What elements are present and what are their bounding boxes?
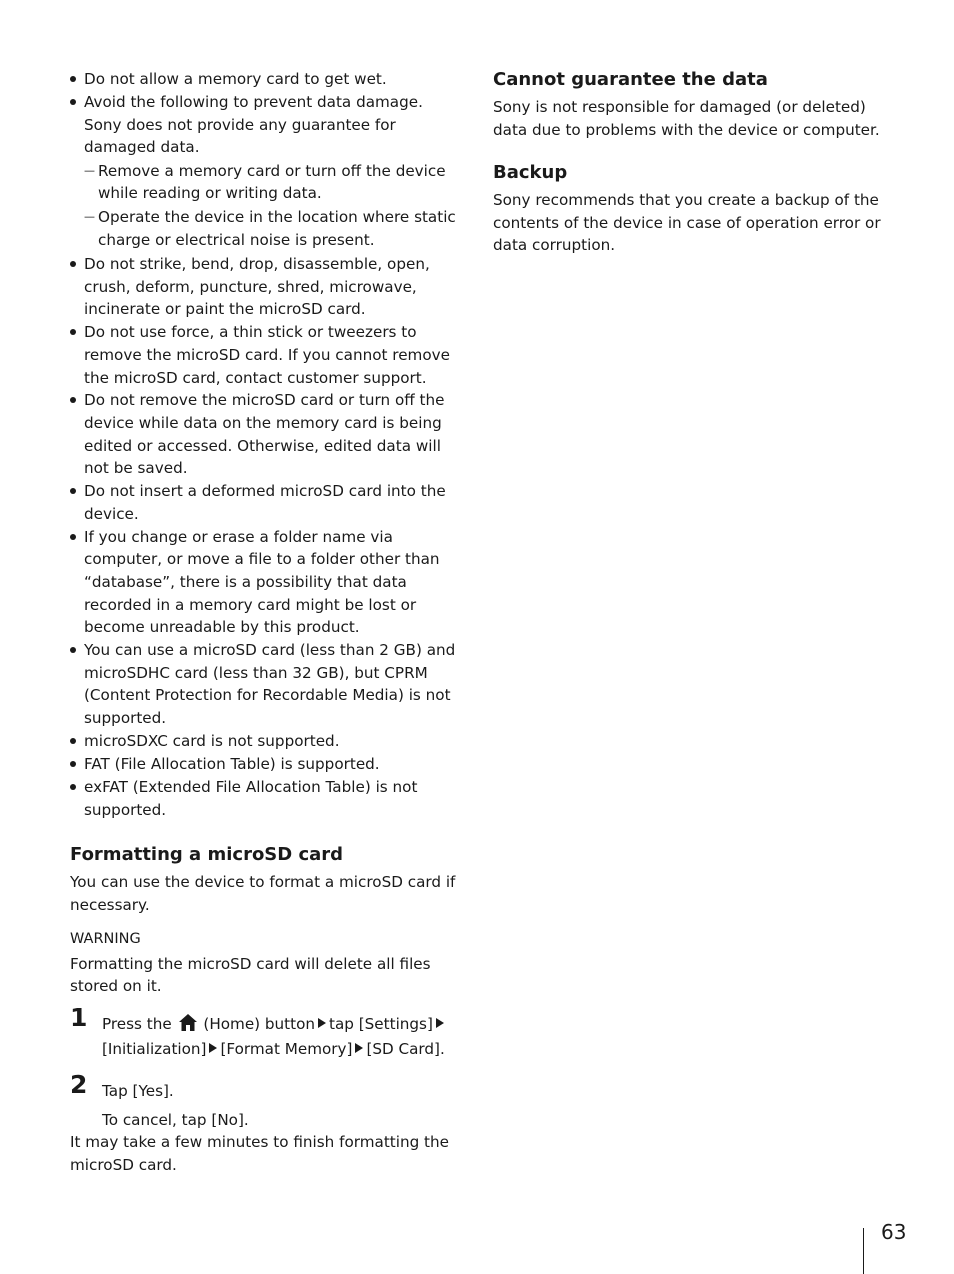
list-item: Do not remove the microSD card or turn off the device while data on the memory card is being edited or accessed. Otherwise, edited data will not be saved. xyxy=(70,389,464,479)
list-item: Do not use force, a thin stick or tweezers to remove the microSD card. If you cannot remove the microSD card, contact customer support. xyxy=(70,321,464,389)
cancel-note: To cancel, tap [No]. xyxy=(102,1110,249,1129)
warning-text: Formatting the microSD card will delete all files stored on it. xyxy=(70,954,431,996)
sub-list-item: — Remove a memory card or turn off the device while reading or writing data. xyxy=(84,160,464,205)
list-item: You can use a microSD card (less than 2 GB) and microSDHC card (less than 32 GB), but CPRM (Content Protection for Recordable Media) is not supported. xyxy=(70,639,464,729)
left-column xyxy=(70,68,464,1177)
guarantee-text: Sony is not responsible for damaged (or deleted) data due to problems with the device or computer. xyxy=(493,98,880,139)
formatting-heading: Formatting a microSD card xyxy=(70,844,344,866)
time-note: It may take a few minutes to finish formatting the microSD card. xyxy=(70,1133,449,1175)
list-item: Do not insert a deformed microSD card into the device. xyxy=(70,480,464,525)
backup-heading: Backup xyxy=(493,162,568,184)
home-icon xyxy=(179,1014,197,1038)
arrow-right-icon xyxy=(436,1018,444,1028)
step-number: 1 xyxy=(70,1003,88,1033)
list-item: exFAT (Extended File Allocation Table) is not supported. xyxy=(70,776,464,821)
page-number: 63 xyxy=(881,1220,907,1244)
list-item: If you change or erase a folder name via computer, or move a file to a folder other than “database”, there is a possibility that data recorded in a memory card might be lost or become unreadable by this product. xyxy=(70,526,464,639)
backup-section xyxy=(493,161,888,257)
arrow-right-icon xyxy=(209,1043,217,1053)
arrow-right-icon xyxy=(318,1018,326,1028)
formatting-intro: You can use the device to format a microSD card if necessary. xyxy=(70,873,456,914)
precautions-list xyxy=(70,68,464,821)
list-item: Avoid the following to prevent data damage. Sony does not provide any guarantee for damaged data. — Remove a memory card or turn off the device while reading or writing data. — Operate the device in the location where static charge or electrical noise is present. xyxy=(70,91,464,252)
list-item: FAT (File Allocation Table) is supported. xyxy=(70,753,464,776)
right-column xyxy=(493,68,888,277)
sub-list xyxy=(84,160,464,252)
backup-text: Sony recommends that you create a backup of the contents of the device in case of operation error or data corruption. xyxy=(493,191,881,255)
step-2: 2 Tap [Yes]. xyxy=(70,1070,174,1101)
sub-list-item: — Operate the device in the location where static charge or electrical noise is present. xyxy=(84,206,464,251)
list-item: microSDXC card is not supported. xyxy=(70,730,464,753)
guarantee-section xyxy=(493,68,888,141)
arrow-right-icon xyxy=(355,1043,363,1053)
step-number: 2 xyxy=(70,1070,88,1100)
warning-title: WARNING xyxy=(70,931,141,948)
list-item: Do not strike, bend, drop, disassemble, open, crush, deform, puncture, shred, microwave, incinerate or paint the microSD card. xyxy=(70,253,464,321)
formatting-section xyxy=(70,843,464,1177)
page-number-rule xyxy=(863,1228,864,1274)
list-item: Do not allow a memory card to get wet. xyxy=(70,68,464,91)
guarantee-heading: Cannot guarantee the data xyxy=(493,69,768,90)
step-1: 1 Press the (Home) button tap [Settings] [Initialization] [Format Memory] [SD Card]. xyxy=(70,1003,445,1058)
